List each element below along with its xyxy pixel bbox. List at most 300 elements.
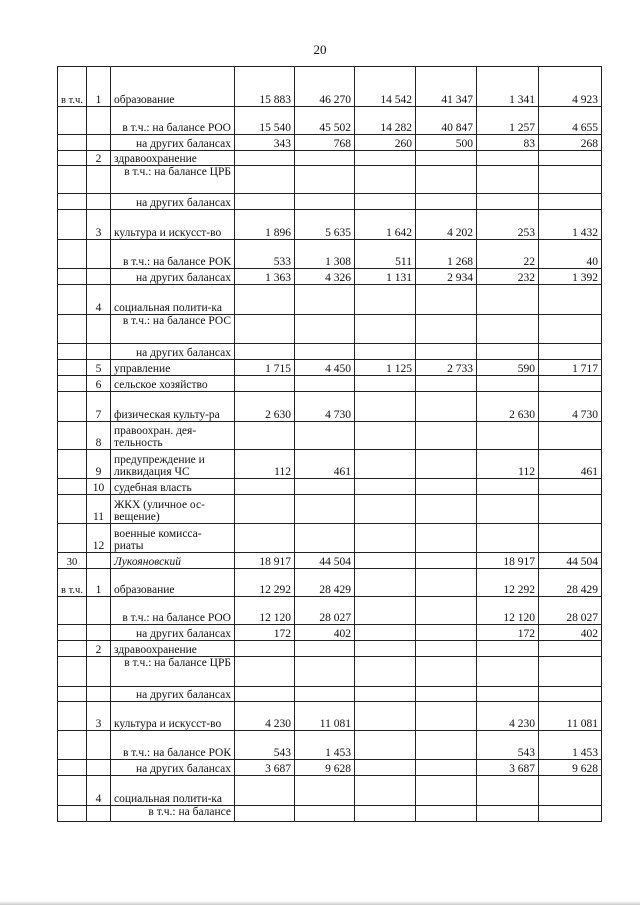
- section-cell: [58, 422, 87, 450]
- section-cell: [58, 285, 87, 315]
- category-name-cell: в т.ч.: на балансе РОК: [111, 731, 235, 760]
- value-cell: [235, 376, 295, 392]
- item-number-cell: [87, 625, 111, 641]
- section-cell: [58, 776, 87, 806]
- value-cell: [355, 569, 416, 597]
- item-number-cell: 10: [87, 479, 111, 495]
- section-cell: [58, 210, 87, 240]
- value-cell: [539, 315, 602, 344]
- value-cell: 1 268: [416, 240, 477, 269]
- category-name-cell: на других балансах: [111, 625, 235, 641]
- category-name-cell: образование: [111, 67, 235, 107]
- section-cell: [58, 702, 87, 731]
- value-cell: [539, 776, 602, 806]
- value-cell: [416, 569, 477, 597]
- district-name-cell: Лукояновский: [111, 553, 235, 569]
- value-cell: [539, 524, 602, 553]
- value-cell: [355, 392, 416, 422]
- value-cell: [235, 315, 295, 344]
- table-row: [58, 166, 602, 194]
- budget-table: [57, 66, 602, 822]
- value-cell: [355, 524, 416, 553]
- value-cell: [295, 479, 355, 495]
- value-cell: 1 453: [295, 731, 355, 760]
- value-cell: [235, 285, 295, 315]
- value-cell: 1 131: [355, 269, 416, 285]
- value-cell: 4 730: [539, 392, 602, 422]
- value-cell: [355, 625, 416, 641]
- value-cell: 83: [477, 135, 539, 151]
- value-cell: [295, 657, 355, 687]
- value-cell: [355, 194, 416, 210]
- category-name-cell: в т.ч.: на балансе ЦРБ: [111, 166, 235, 194]
- value-cell: [295, 776, 355, 806]
- item-number-cell: [87, 135, 111, 151]
- item-number-cell: 1: [87, 67, 111, 107]
- category-name-cell: на других балансах: [111, 135, 235, 151]
- value-cell: [477, 376, 539, 392]
- value-cell: [355, 597, 416, 625]
- value-cell: [235, 776, 295, 806]
- value-cell: 1 125: [355, 360, 416, 376]
- item-number-cell: [87, 731, 111, 760]
- value-cell: 543: [477, 731, 539, 760]
- value-cell: [416, 553, 477, 569]
- value-cell: [539, 194, 602, 210]
- section-cell: [58, 392, 87, 422]
- value-cell: [539, 806, 602, 822]
- section-cell: в т.ч.: [58, 569, 87, 597]
- value-cell: [295, 524, 355, 553]
- item-number-cell: 8: [87, 422, 111, 450]
- value-cell: [477, 495, 539, 524]
- item-number-cell: [87, 806, 111, 822]
- table-row: [58, 479, 602, 495]
- item-number-cell: [87, 240, 111, 269]
- value-cell: 112: [235, 450, 295, 479]
- section-cell: [58, 151, 87, 166]
- value-cell: [355, 806, 416, 822]
- value-cell: 28 027: [539, 597, 602, 625]
- section-cell: [58, 625, 87, 641]
- table-row: [58, 269, 602, 285]
- value-cell: 172: [235, 625, 295, 641]
- value-cell: 461: [539, 450, 602, 479]
- value-cell: [416, 641, 477, 657]
- item-number-cell: 9: [87, 450, 111, 479]
- table-row: [58, 776, 602, 806]
- value-cell: 402: [539, 625, 602, 641]
- value-cell: 1 341: [477, 67, 539, 107]
- category-name-cell: военные комисса-риаты: [111, 524, 235, 553]
- section-cell: [58, 687, 87, 702]
- value-cell: [355, 760, 416, 776]
- value-cell: [235, 422, 295, 450]
- value-cell: 12 292: [477, 569, 539, 597]
- value-cell: [416, 194, 477, 210]
- category-name-cell: в т.ч.: на балансе ЦРБ: [111, 657, 235, 687]
- value-cell: [416, 392, 477, 422]
- category-name-cell: правоохран. дея-тельность: [111, 422, 235, 450]
- value-cell: [416, 166, 477, 194]
- table-row: [58, 151, 602, 166]
- value-cell: [355, 344, 416, 360]
- value-cell: 28 429: [295, 569, 355, 597]
- category-name-cell: в т.ч.: на балансе РОО: [111, 597, 235, 625]
- section-cell: [58, 360, 87, 376]
- value-cell: [355, 702, 416, 731]
- value-cell: 2 934: [416, 269, 477, 285]
- table-body: [58, 67, 602, 822]
- value-cell: 1 392: [539, 269, 602, 285]
- value-cell: [477, 687, 539, 702]
- section-cell: [58, 450, 87, 479]
- item-number-cell: 7: [87, 392, 111, 422]
- value-cell: 4 230: [235, 702, 295, 731]
- table-row: [58, 702, 602, 731]
- category-name-cell: сельское хозяйство: [111, 376, 235, 392]
- item-number-cell: [87, 760, 111, 776]
- value-cell: [416, 479, 477, 495]
- value-cell: 232: [477, 269, 539, 285]
- value-cell: 461: [295, 450, 355, 479]
- value-cell: 4 230: [477, 702, 539, 731]
- item-number-cell: 4: [87, 776, 111, 806]
- value-cell: [416, 450, 477, 479]
- value-cell: [295, 194, 355, 210]
- value-cell: 1 363: [235, 269, 295, 285]
- category-name-cell: в т.ч.: на балансе РОК: [111, 240, 235, 269]
- value-cell: [416, 422, 477, 450]
- item-number-cell: [87, 315, 111, 344]
- value-cell: 172: [477, 625, 539, 641]
- section-cell: [58, 344, 87, 360]
- table-row: [58, 641, 602, 657]
- value-cell: 2 630: [235, 392, 295, 422]
- value-cell: 45 502: [295, 107, 355, 135]
- value-cell: 500: [416, 135, 477, 151]
- table-row: [58, 194, 602, 210]
- value-cell: 40: [539, 240, 602, 269]
- value-cell: [295, 315, 355, 344]
- value-cell: 1 715: [235, 360, 295, 376]
- category-name-cell: на других балансах: [111, 687, 235, 702]
- section-cell: [58, 107, 87, 135]
- value-cell: 15 540: [235, 107, 295, 135]
- value-cell: [355, 776, 416, 806]
- section-cell: [58, 194, 87, 210]
- item-number-cell: [87, 553, 111, 569]
- value-cell: [539, 376, 602, 392]
- value-cell: [539, 479, 602, 495]
- value-cell: [477, 479, 539, 495]
- category-name-cell: в т.ч.: на балансе РОО: [111, 107, 235, 135]
- value-cell: 28 027: [295, 597, 355, 625]
- table-row: [58, 135, 602, 151]
- value-cell: 3 687: [477, 760, 539, 776]
- value-cell: [355, 285, 416, 315]
- category-name-cell: физическая культу-ра: [111, 392, 235, 422]
- category-name-cell: на других балансах: [111, 344, 235, 360]
- value-cell: [416, 495, 477, 524]
- item-number-cell: [87, 657, 111, 687]
- value-cell: 1 896: [235, 210, 295, 240]
- value-cell: 4 450: [295, 360, 355, 376]
- value-cell: 1 453: [539, 731, 602, 760]
- value-cell: [355, 315, 416, 344]
- value-cell: 12 120: [235, 597, 295, 625]
- value-cell: 9 628: [295, 760, 355, 776]
- value-cell: [235, 806, 295, 822]
- category-name-cell: социальная полити-ка: [111, 776, 235, 806]
- value-cell: 15 883: [235, 67, 295, 107]
- value-cell: [416, 524, 477, 553]
- table-row: [58, 495, 602, 524]
- value-cell: 112: [477, 450, 539, 479]
- value-cell: 44 504: [295, 553, 355, 569]
- table-row: [58, 687, 602, 702]
- value-cell: [295, 806, 355, 822]
- section-cell: 30: [58, 553, 87, 569]
- value-cell: [477, 776, 539, 806]
- value-cell: [416, 315, 477, 344]
- section-cell: [58, 269, 87, 285]
- value-cell: 40 847: [416, 107, 477, 135]
- value-cell: [235, 641, 295, 657]
- value-cell: [235, 166, 295, 194]
- value-cell: [416, 151, 477, 166]
- value-cell: 1 308: [295, 240, 355, 269]
- category-name-cell: культура и искусст-во: [111, 702, 235, 731]
- value-cell: [416, 597, 477, 625]
- item-number-cell: [87, 107, 111, 135]
- table-row: [58, 67, 602, 107]
- value-cell: [355, 151, 416, 166]
- value-cell: [477, 344, 539, 360]
- table-row: [58, 360, 602, 376]
- value-cell: 402: [295, 625, 355, 641]
- value-cell: [235, 194, 295, 210]
- category-name-cell: судебная власть: [111, 479, 235, 495]
- value-cell: [539, 687, 602, 702]
- category-name-cell: здравоохранение: [111, 641, 235, 657]
- section-cell: [58, 315, 87, 344]
- value-cell: [295, 344, 355, 360]
- value-cell: [235, 151, 295, 166]
- value-cell: [416, 702, 477, 731]
- value-cell: 18 917: [477, 553, 539, 569]
- value-cell: 260: [355, 135, 416, 151]
- value-cell: [539, 657, 602, 687]
- value-cell: [539, 641, 602, 657]
- page-number: 20: [313, 42, 327, 57]
- value-cell: [477, 194, 539, 210]
- table-row: [58, 344, 602, 360]
- table-row: [58, 392, 602, 422]
- item-number-cell: 1: [87, 569, 111, 597]
- value-cell: 768: [295, 135, 355, 151]
- item-number-cell: [87, 194, 111, 210]
- item-number-cell: 3: [87, 702, 111, 731]
- value-cell: 590: [477, 360, 539, 376]
- value-cell: 1 432: [539, 210, 602, 240]
- value-cell: 22: [477, 240, 539, 269]
- item-number-cell: 12: [87, 524, 111, 553]
- value-cell: [477, 285, 539, 315]
- value-cell: [539, 166, 602, 194]
- value-cell: [539, 344, 602, 360]
- value-cell: [477, 151, 539, 166]
- section-cell: [58, 760, 87, 776]
- section-cell: [58, 495, 87, 524]
- value-cell: 28 429: [539, 569, 602, 597]
- value-cell: [477, 315, 539, 344]
- value-cell: 4 923: [539, 67, 602, 107]
- table-row: [58, 657, 602, 687]
- value-cell: 11 081: [539, 702, 602, 731]
- item-number-cell: [87, 344, 111, 360]
- value-cell: 1 642: [355, 210, 416, 240]
- section-cell: [58, 524, 87, 553]
- item-number-cell: 2: [87, 151, 111, 166]
- table-row: [58, 422, 602, 450]
- value-cell: [477, 422, 539, 450]
- value-cell: 4 730: [295, 392, 355, 422]
- value-cell: [235, 495, 295, 524]
- value-cell: 11 081: [295, 702, 355, 731]
- value-cell: 4 202: [416, 210, 477, 240]
- value-cell: 4 326: [295, 269, 355, 285]
- category-name-cell: социальная полити-ка: [111, 285, 235, 315]
- table-row: [58, 806, 602, 822]
- section-cell: [58, 731, 87, 760]
- table-row: [58, 625, 602, 641]
- item-number-cell: 2: [87, 641, 111, 657]
- value-cell: 1 257: [477, 107, 539, 135]
- value-cell: [295, 285, 355, 315]
- value-cell: 533: [235, 240, 295, 269]
- item-number-cell: 3: [87, 210, 111, 240]
- value-cell: [416, 625, 477, 641]
- section-cell: [58, 166, 87, 194]
- value-cell: [539, 151, 602, 166]
- value-cell: [355, 450, 416, 479]
- table-row: [58, 240, 602, 269]
- section-cell: [58, 641, 87, 657]
- value-cell: [539, 285, 602, 315]
- value-cell: 18 917: [235, 553, 295, 569]
- value-cell: 4 655: [539, 107, 602, 135]
- section-cell: [58, 135, 87, 151]
- value-cell: 253: [477, 210, 539, 240]
- section-cell: [58, 657, 87, 687]
- value-cell: [355, 731, 416, 760]
- table-row: [58, 210, 602, 240]
- value-cell: 511: [355, 240, 416, 269]
- value-cell: 12 120: [477, 597, 539, 625]
- value-cell: [235, 524, 295, 553]
- table-row: [58, 553, 602, 569]
- value-cell: [235, 657, 295, 687]
- value-cell: 44 504: [539, 553, 602, 569]
- value-cell: 1 717: [539, 360, 602, 376]
- value-cell: [295, 641, 355, 657]
- value-cell: [477, 806, 539, 822]
- value-cell: [295, 151, 355, 166]
- value-cell: [416, 776, 477, 806]
- value-cell: [416, 687, 477, 702]
- value-cell: 268: [539, 135, 602, 151]
- value-cell: 9 628: [539, 760, 602, 776]
- value-cell: [416, 806, 477, 822]
- value-cell: [539, 422, 602, 450]
- category-name-cell: образование: [111, 569, 235, 597]
- value-cell: [477, 641, 539, 657]
- value-cell: 14 542: [355, 67, 416, 107]
- value-cell: 12 292: [235, 569, 295, 597]
- value-cell: [539, 495, 602, 524]
- item-number-cell: 11: [87, 495, 111, 524]
- value-cell: 2 733: [416, 360, 477, 376]
- value-cell: 41 347: [416, 67, 477, 107]
- value-cell: 5 635: [295, 210, 355, 240]
- scan-edge: [0, 901, 640, 905]
- table-row: [58, 107, 602, 135]
- table-row: [58, 731, 602, 760]
- item-number-cell: [87, 687, 111, 702]
- category-name-cell: ЖКХ (уличное ос-вещение): [111, 495, 235, 524]
- section-cell: [58, 479, 87, 495]
- table-row: [58, 376, 602, 392]
- value-cell: 2 630: [477, 392, 539, 422]
- table-row: [58, 597, 602, 625]
- section-cell: в т.ч.: [58, 67, 87, 107]
- value-cell: [416, 376, 477, 392]
- value-cell: [355, 495, 416, 524]
- value-cell: [235, 344, 295, 360]
- category-name-cell: предупреждение и ликвидация ЧС: [111, 450, 235, 479]
- category-name-cell: в т.ч.: на балансе: [111, 806, 235, 822]
- category-name-cell: управление: [111, 360, 235, 376]
- category-name-cell: на других балансах: [111, 194, 235, 210]
- category-name-cell: культура и искусст-во: [111, 210, 235, 240]
- value-cell: [295, 166, 355, 194]
- item-number-cell: 6: [87, 376, 111, 392]
- section-cell: [58, 806, 87, 822]
- value-cell: [355, 687, 416, 702]
- value-cell: [416, 344, 477, 360]
- value-cell: [355, 641, 416, 657]
- value-cell: 46 270: [295, 67, 355, 107]
- value-cell: [295, 422, 355, 450]
- item-number-cell: [87, 597, 111, 625]
- value-cell: [235, 479, 295, 495]
- value-cell: [355, 479, 416, 495]
- value-cell: [416, 760, 477, 776]
- category-name-cell: на других балансах: [111, 760, 235, 776]
- table-row: [58, 285, 602, 315]
- item-number-cell: [87, 166, 111, 194]
- value-cell: [355, 422, 416, 450]
- category-name-cell: здравоохранение: [111, 151, 235, 166]
- table-row: [58, 569, 602, 597]
- value-cell: 14 282: [355, 107, 416, 135]
- table-row: [58, 524, 602, 553]
- item-number-cell: 4: [87, 285, 111, 315]
- value-cell: [477, 524, 539, 553]
- value-cell: 543: [235, 731, 295, 760]
- value-cell: [355, 166, 416, 194]
